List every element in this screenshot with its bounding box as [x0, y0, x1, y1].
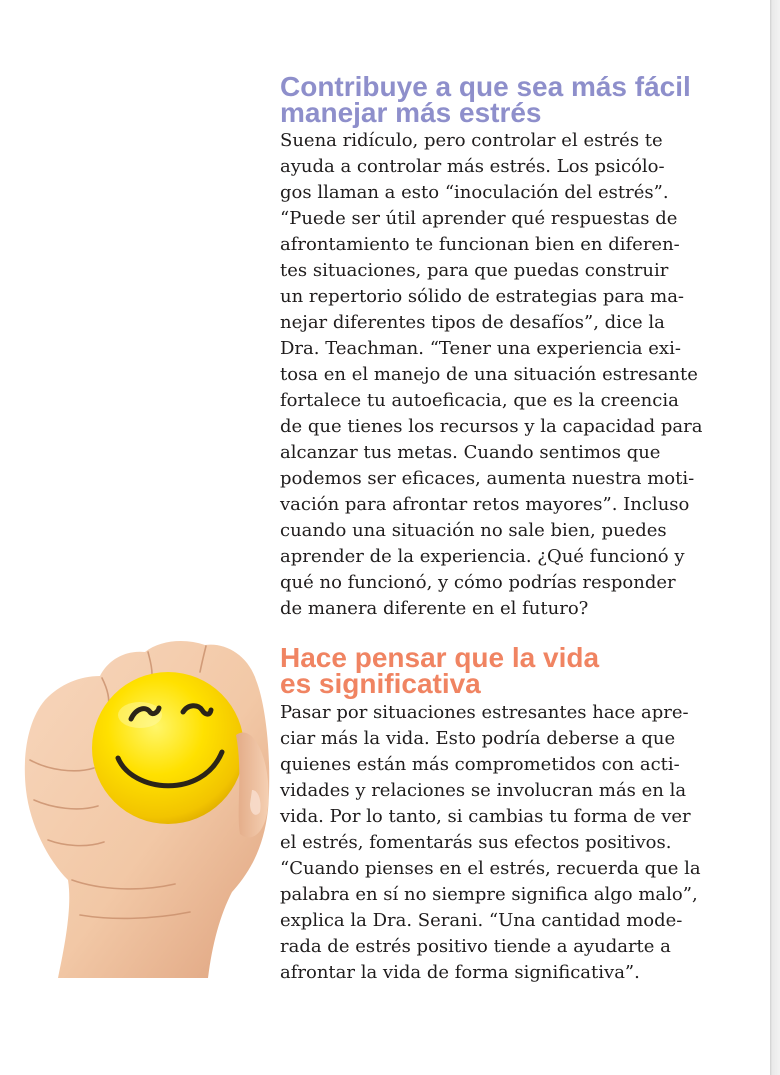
- section-heading-meaningful-life: [280, 642, 600, 699]
- section-body-stress-management: [280, 128, 702, 622]
- body-line: alcanzar tus metas. Cuando sentimos que: [280, 442, 661, 463]
- body-line: vidades y relaciones se involucran más en la: [280, 780, 687, 801]
- body-line: Pasar por situaciones estresantes hace apre-: [280, 702, 689, 723]
- section-body-meaningful-life: [280, 700, 701, 986]
- body-line: de manera diferente en el futuro?: [280, 598, 589, 619]
- heading-line: es significativa: [280, 668, 481, 699]
- body-line: vación para afrontar retos mayores”. Incluso: [280, 494, 690, 515]
- body-line: Suena ridículo, pero controlar el estrés te: [280, 130, 663, 151]
- heading-line: Hace pensar que la vida: [280, 642, 600, 673]
- page-edge: [770, 0, 780, 1075]
- heading-line: manejar más estrés: [280, 97, 542, 128]
- body-line: nejar diferentes tipos de desafíos”, dice la: [280, 312, 665, 333]
- section-heading-stress-management: [280, 71, 691, 128]
- body-line: qué no funcionó, y cómo podrías responder: [280, 572, 676, 593]
- body-line: de que tienes los recursos y la capacidad para: [280, 416, 703, 437]
- body-line: rada de estrés positivo tiende a ayudarte a: [280, 936, 671, 957]
- body-line: aprender de la experiencia. ¿Qué funcionó y: [280, 546, 685, 567]
- body-line: quienes están más comprometidos con acti-: [280, 754, 680, 775]
- body-line: vida. Por lo tanto, si cambias tu forma de ver: [280, 806, 691, 827]
- body-line: afrontar la vida de forma significativa”.: [280, 962, 640, 983]
- hand-smiley-ball-image: [0, 630, 280, 990]
- body-line: tes situaciones, para que puedas construir: [280, 260, 669, 281]
- body-line: palabra en sí no siempre significa algo malo”,: [280, 884, 698, 905]
- body-line: podemos ser eficaces, aumenta nuestra moti-: [280, 468, 695, 489]
- body-line: ayuda a controlar más estrés. Los psicólo-: [280, 156, 665, 177]
- body-line: el estrés, fomentarás sus efectos positivos.: [280, 832, 672, 853]
- body-line: cuando una situación no sale bien, puedes: [280, 520, 667, 541]
- body-line: fortalece tu autoeficacia, que es la creencia: [280, 390, 679, 411]
- stress-ball: [92, 672, 244, 824]
- body-line: explica la Dra. Serani. “Una cantidad mode-: [280, 910, 683, 931]
- body-line: tosa en el manejo de una situación estresante: [280, 364, 698, 385]
- body-line: afrontamiento te funcionan bien en diferen-: [280, 234, 680, 255]
- heading-line: Contribuye a que sea más fácil: [280, 71, 691, 102]
- body-line: “Puede ser útil aprender qué respuestas de: [280, 208, 678, 229]
- body-line: gos llaman a esto “inoculación del estrés”.: [280, 182, 669, 203]
- body-line: Dra. Teachman. “Tener una experiencia exi-: [280, 338, 681, 359]
- body-line: un repertorio sólido de estrategias para ma-: [280, 286, 685, 307]
- body-line: “Cuando pienses en el estrés, recuerda que la: [280, 858, 701, 879]
- body-line: ciar más la vida. Esto podría deberse a que: [280, 728, 676, 749]
